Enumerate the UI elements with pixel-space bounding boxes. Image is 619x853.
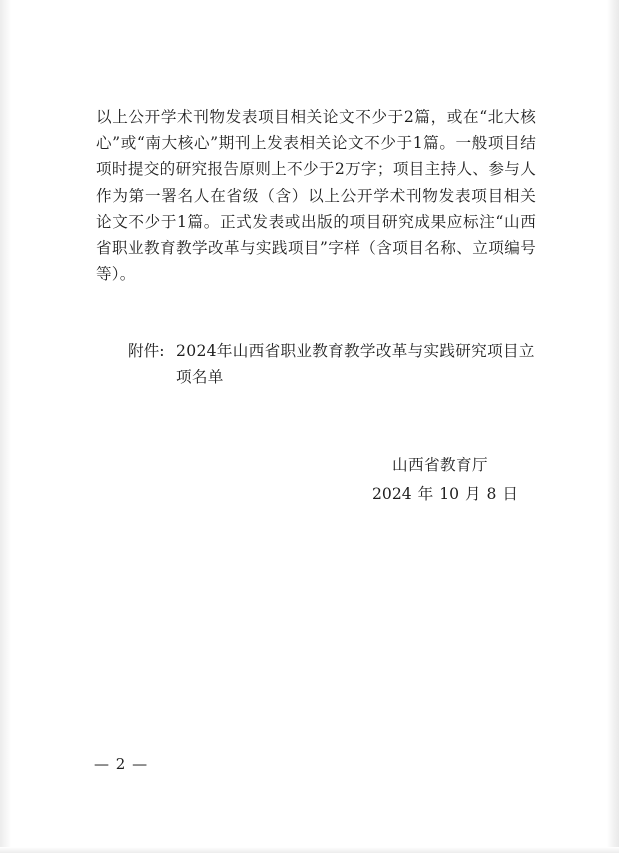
page-edge-bottom [0, 847, 619, 853]
issue-date: 2024 年 10 月 8 日 [372, 485, 519, 503]
attachment-label: 附件: [128, 342, 165, 360]
page-edge-right [607, 0, 619, 853]
page-edge-left [0, 0, 11, 853]
body-paragraph: 以上公开学术刊物发表项目相关论文不少于2篇，或在“北大核心”或“南大核心”期刊上发表相关论文不少于1篇。一般项目结项时提交的研究报告原则上不少于2万字；项目主持人、参与人作为第一署名人在省级（含）以上公开学术刊物发表项目相关论文不少于1篇。正式发表或出版的项目研究成果应标注“山西省职业教育教学改革与实践项目”字样（含项目名称、立项编号等）。 [96, 108, 536, 284]
page-number: — 2 — [94, 755, 149, 773]
issuing-authority: 山西省教育厅 [392, 456, 488, 474]
attachment-title: 2024年山西省职业教育教学改革与实践研究项目立项名单 [176, 342, 535, 387]
